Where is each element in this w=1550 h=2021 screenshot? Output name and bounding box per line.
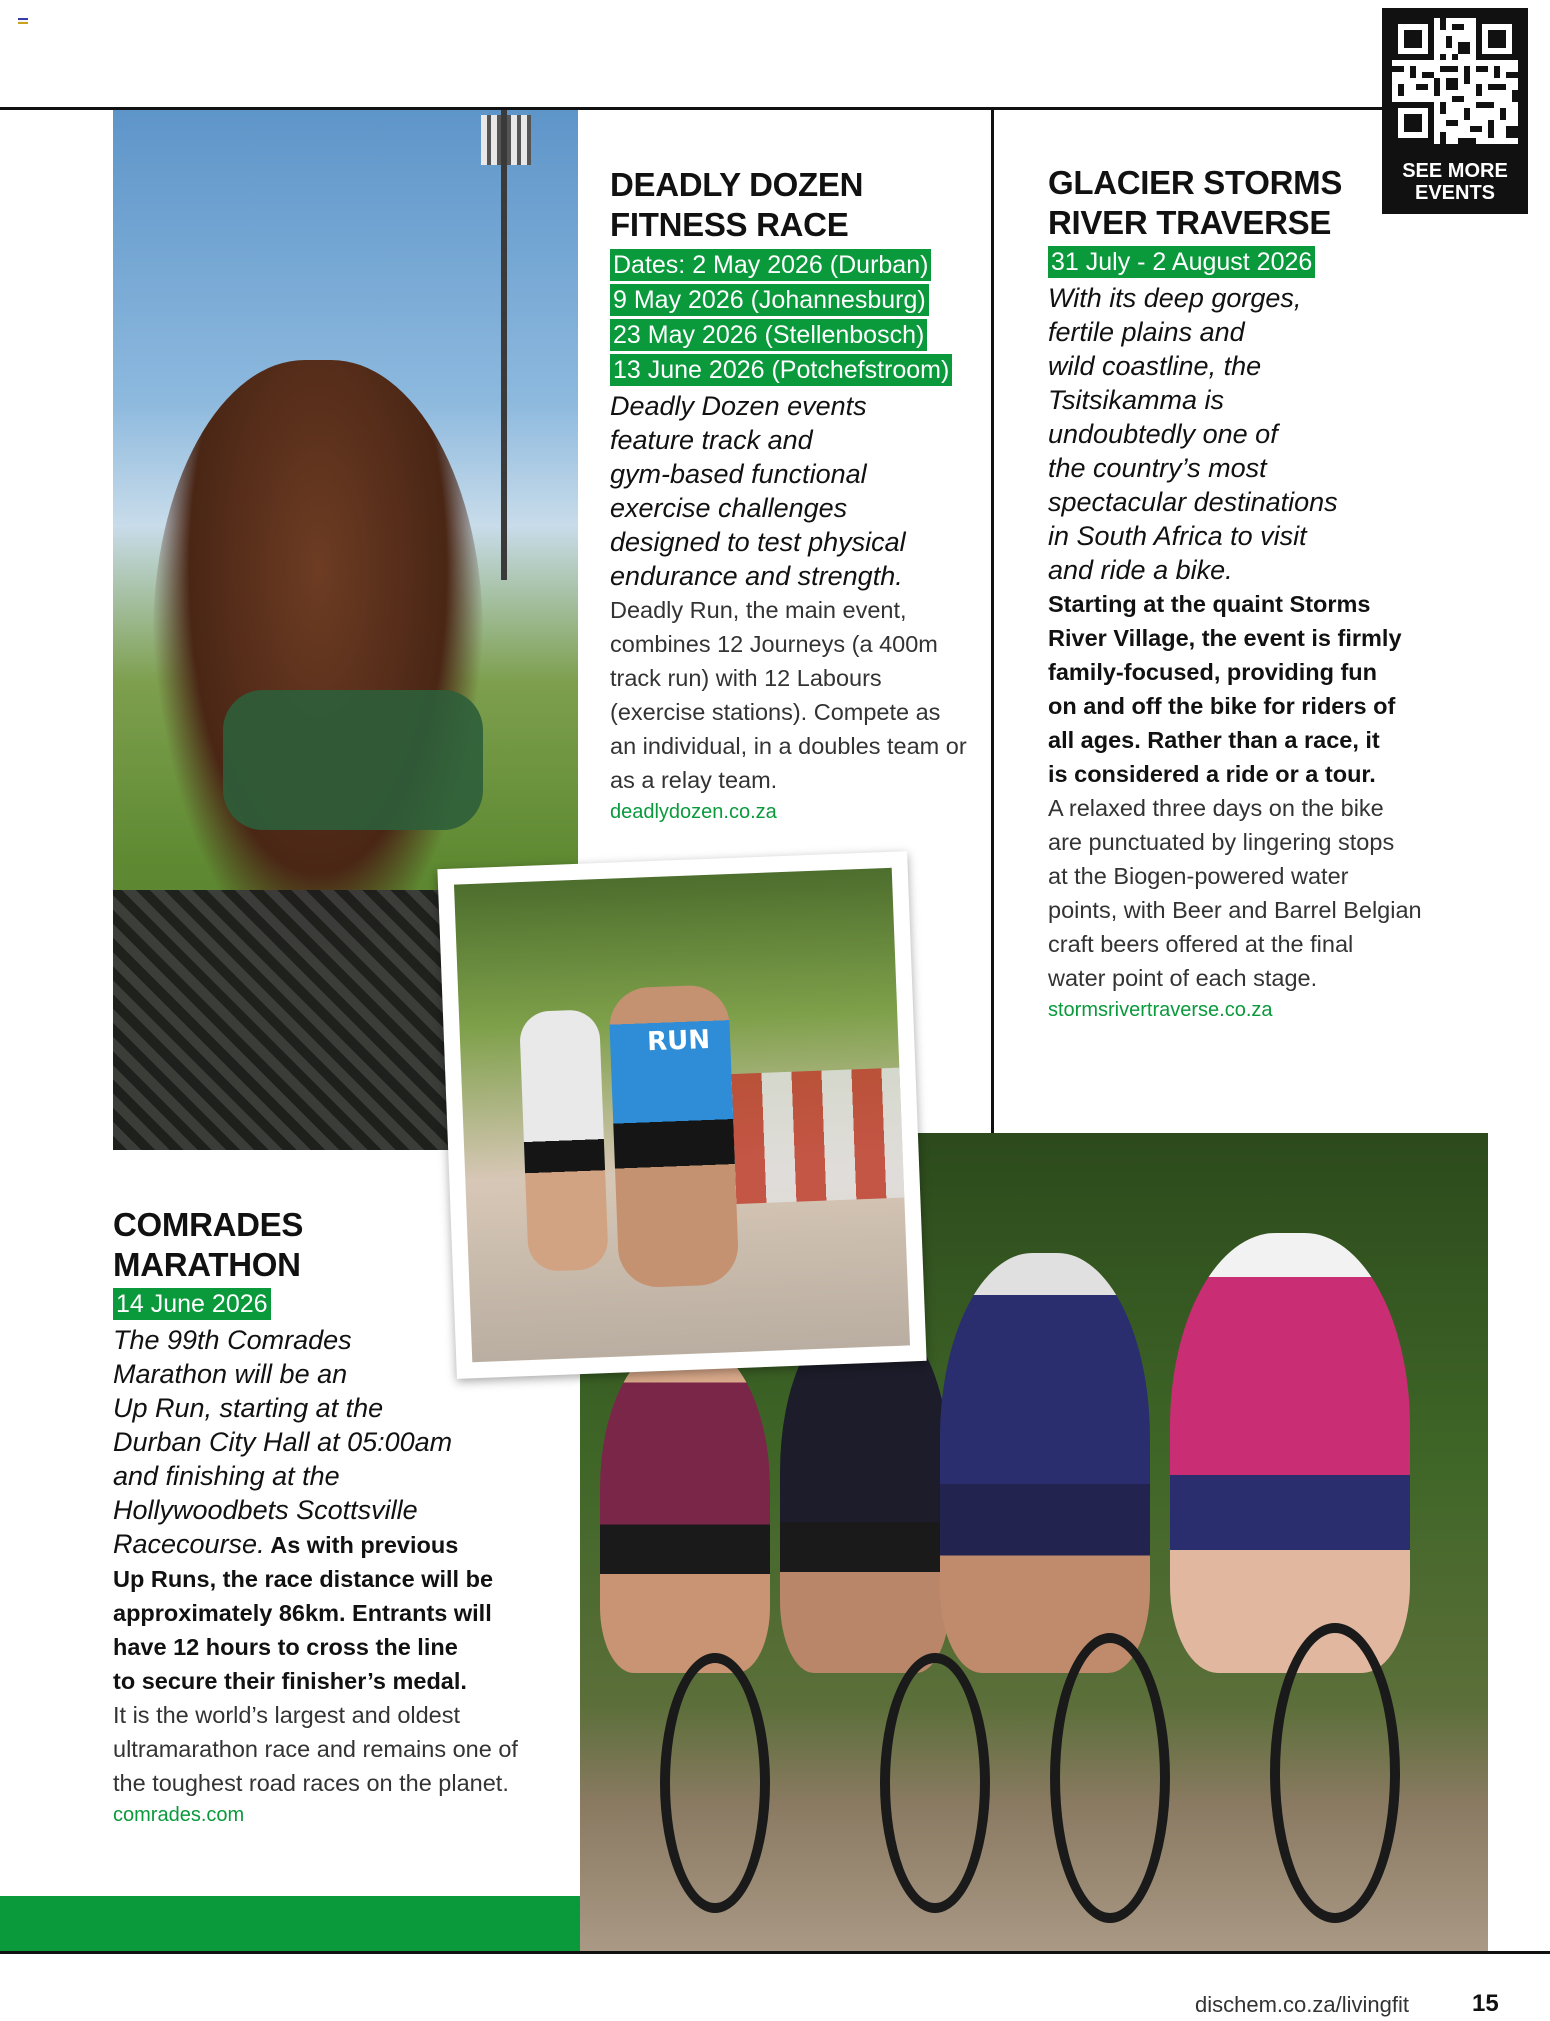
glacier-intro — [1048, 281, 1448, 587]
bike-wheel — [1050, 1633, 1170, 1923]
body-line: points, with Beer and Barrel Belgian — [1048, 897, 1422, 923]
intro-line: Marathon will be an — [113, 1359, 348, 1389]
body-line: an individual, in a doubles team or — [610, 733, 967, 759]
comrades-bold — [113, 1562, 563, 1698]
bike-wheel — [880, 1653, 990, 1913]
deadly-dozen-section — [610, 165, 980, 827]
intro-line: Durban City Hall at 05:00am — [113, 1427, 453, 1457]
date-highlight: 31 July - 2 August 2026 — [1048, 246, 1315, 278]
bold-line: to secure their finisher’s medal. — [113, 1668, 467, 1694]
body-line: (exercise stations). Compete as — [610, 699, 941, 725]
light-pole — [501, 110, 507, 580]
intro-line: exercise challenges — [610, 493, 848, 523]
green-accent-bar — [0, 1896, 580, 1951]
athlete-shorts — [223, 690, 483, 830]
bold-line: family-focused, providing fun — [1048, 659, 1378, 685]
body-line: ultramarathon race and remains one of — [113, 1736, 518, 1762]
bold-line: on and off the bike for riders of — [1048, 693, 1396, 719]
bold-line: approximately 86km. Entrants will — [113, 1600, 492, 1626]
deadly-dozen-title — [610, 165, 980, 245]
body-line: It is the world’s largest and oldest — [113, 1702, 461, 1728]
bold-line: Up Runs, the race distance will be — [113, 1566, 494, 1592]
bike-wheel — [660, 1653, 770, 1913]
intro-line: With its deep gorges, — [1048, 283, 1302, 313]
bold-line: all ages. Rather than a race, it — [1048, 727, 1380, 753]
comrades-body — [113, 1698, 563, 1800]
intro-line: Hollywoodbets Scottsville — [113, 1495, 418, 1525]
body-line: water point of each stage. — [1048, 965, 1318, 991]
intro-line: fertile plains and — [1048, 317, 1245, 347]
column-divider — [991, 110, 994, 1133]
bike-wheel — [1270, 1623, 1400, 1923]
page-number: 15 — [1472, 1990, 1499, 2017]
see-more-line2: EVENTS — [1414, 182, 1496, 204]
body-line: the toughest road races on the planet. — [113, 1770, 509, 1796]
intro-line-italic: Racecourse. — [113, 1529, 265, 1559]
glacier-body — [1048, 791, 1448, 995]
intro-line: the country’s most — [1048, 453, 1267, 483]
comrades-title-line1: COMRADES — [113, 1206, 304, 1243]
body-line: craft beers offered at the final — [1048, 931, 1354, 957]
body-line: at the Biogen-powered water — [1048, 863, 1349, 889]
intro-line: wild coastline, the — [1048, 351, 1262, 381]
see-more-line1: SEE MORE — [1402, 160, 1508, 182]
glacier-section — [1048, 163, 1448, 1025]
glacier-title-line2: RIVER TRAVERSE — [1048, 204, 1332, 241]
glacier-bold — [1048, 587, 1448, 791]
rider-navy — [940, 1253, 1150, 1673]
date-highlight: Dates: 2 May 2026 (Durban) — [610, 249, 931, 281]
date-highlight: 9 May 2026 (Johannesburg) — [610, 284, 929, 316]
intro-line: and finishing at the — [113, 1461, 340, 1491]
intro-line: Tsitsikamma is — [1048, 385, 1225, 415]
bold-line: is considered a ride or a tour. — [1048, 761, 1376, 787]
glacier-dates — [1048, 246, 1448, 281]
run-shirt-text: RUN — [646, 1024, 711, 1058]
intro-line: in South Africa to visit — [1048, 521, 1307, 551]
comrades-intro — [113, 1323, 563, 1527]
qr-code-icon[interactable] — [1392, 18, 1518, 144]
date-highlight: 14 June 2026 — [113, 1288, 271, 1320]
footer-rule — [0, 1951, 1550, 1954]
glacier-link[interactable]: stormsrivertraverse.co.za — [1048, 999, 1273, 1021]
date-highlight: 13 June 2026 (Potchefstroom) — [610, 354, 952, 386]
footer-url[interactable]: dischem.co.za/livingfit — [1195, 1992, 1409, 2017]
body-line: are punctuated by lingering stops — [1048, 829, 1395, 855]
bold-line: Starting at the quaint Storms — [1048, 591, 1371, 617]
intro-line: feature track and — [610, 425, 813, 455]
deadly-dozen-title-line1: DEADLY DOZEN — [610, 166, 864, 203]
rider-pink — [1170, 1233, 1410, 1673]
intro-line: designed to test physical — [610, 527, 906, 557]
deadly-dozen-title-line2: FITNESS RACE — [610, 206, 849, 243]
comrades-link[interactable]: comrades.com — [113, 1804, 245, 1826]
body-line: as a relay team. — [610, 767, 778, 793]
body-line: Deadly Run, the main event, — [610, 597, 907, 623]
intro-line: Deadly Dozen events — [610, 391, 867, 421]
comrades-title-line2: MARATHON — [113, 1246, 301, 1283]
glacier-title — [1048, 163, 1448, 243]
body-line: track run) with 12 Labours — [610, 665, 882, 691]
body-line: A relaxed three days on the bike — [1048, 795, 1384, 821]
intro-line: undoubtedly one of — [1048, 419, 1278, 449]
rider-black — [780, 1313, 950, 1673]
comrades-dates — [113, 1288, 563, 1323]
bold-line: River Village, the event is firmly — [1048, 625, 1402, 651]
deadly-dozen-dates — [610, 249, 980, 389]
intro-line: The 99th Comrades — [113, 1325, 352, 1355]
glacier-title-line1: GLACIER STORMS — [1048, 164, 1343, 201]
intro-line: spectacular destinations — [1048, 487, 1338, 517]
comrades-mixed-line — [113, 1527, 563, 1562]
intro-line: and ride a bike. — [1048, 555, 1233, 585]
intro-line: endurance and strength. — [610, 561, 903, 591]
deadly-dozen-link[interactable]: deadlydozen.co.za — [610, 801, 777, 823]
corner-mark — [18, 18, 28, 24]
deadly-dozen-body — [610, 593, 980, 797]
date-highlight: 23 May 2026 (Stellenbosch) — [610, 319, 927, 351]
bold-line-start: As with previous — [264, 1532, 459, 1558]
intro-line: Up Run, starting at the — [113, 1393, 384, 1423]
rider-maroon — [600, 1343, 770, 1673]
bold-line: have 12 hours to cross the line — [113, 1634, 458, 1660]
intro-line: gym-based functional — [610, 459, 867, 489]
body-line: combines 12 Journeys (a 400m — [610, 631, 938, 657]
athlete-figure — [153, 360, 483, 960]
comrades-title — [113, 1205, 563, 1285]
comrades-section — [113, 1205, 563, 1830]
deadly-dozen-intro — [610, 389, 980, 593]
